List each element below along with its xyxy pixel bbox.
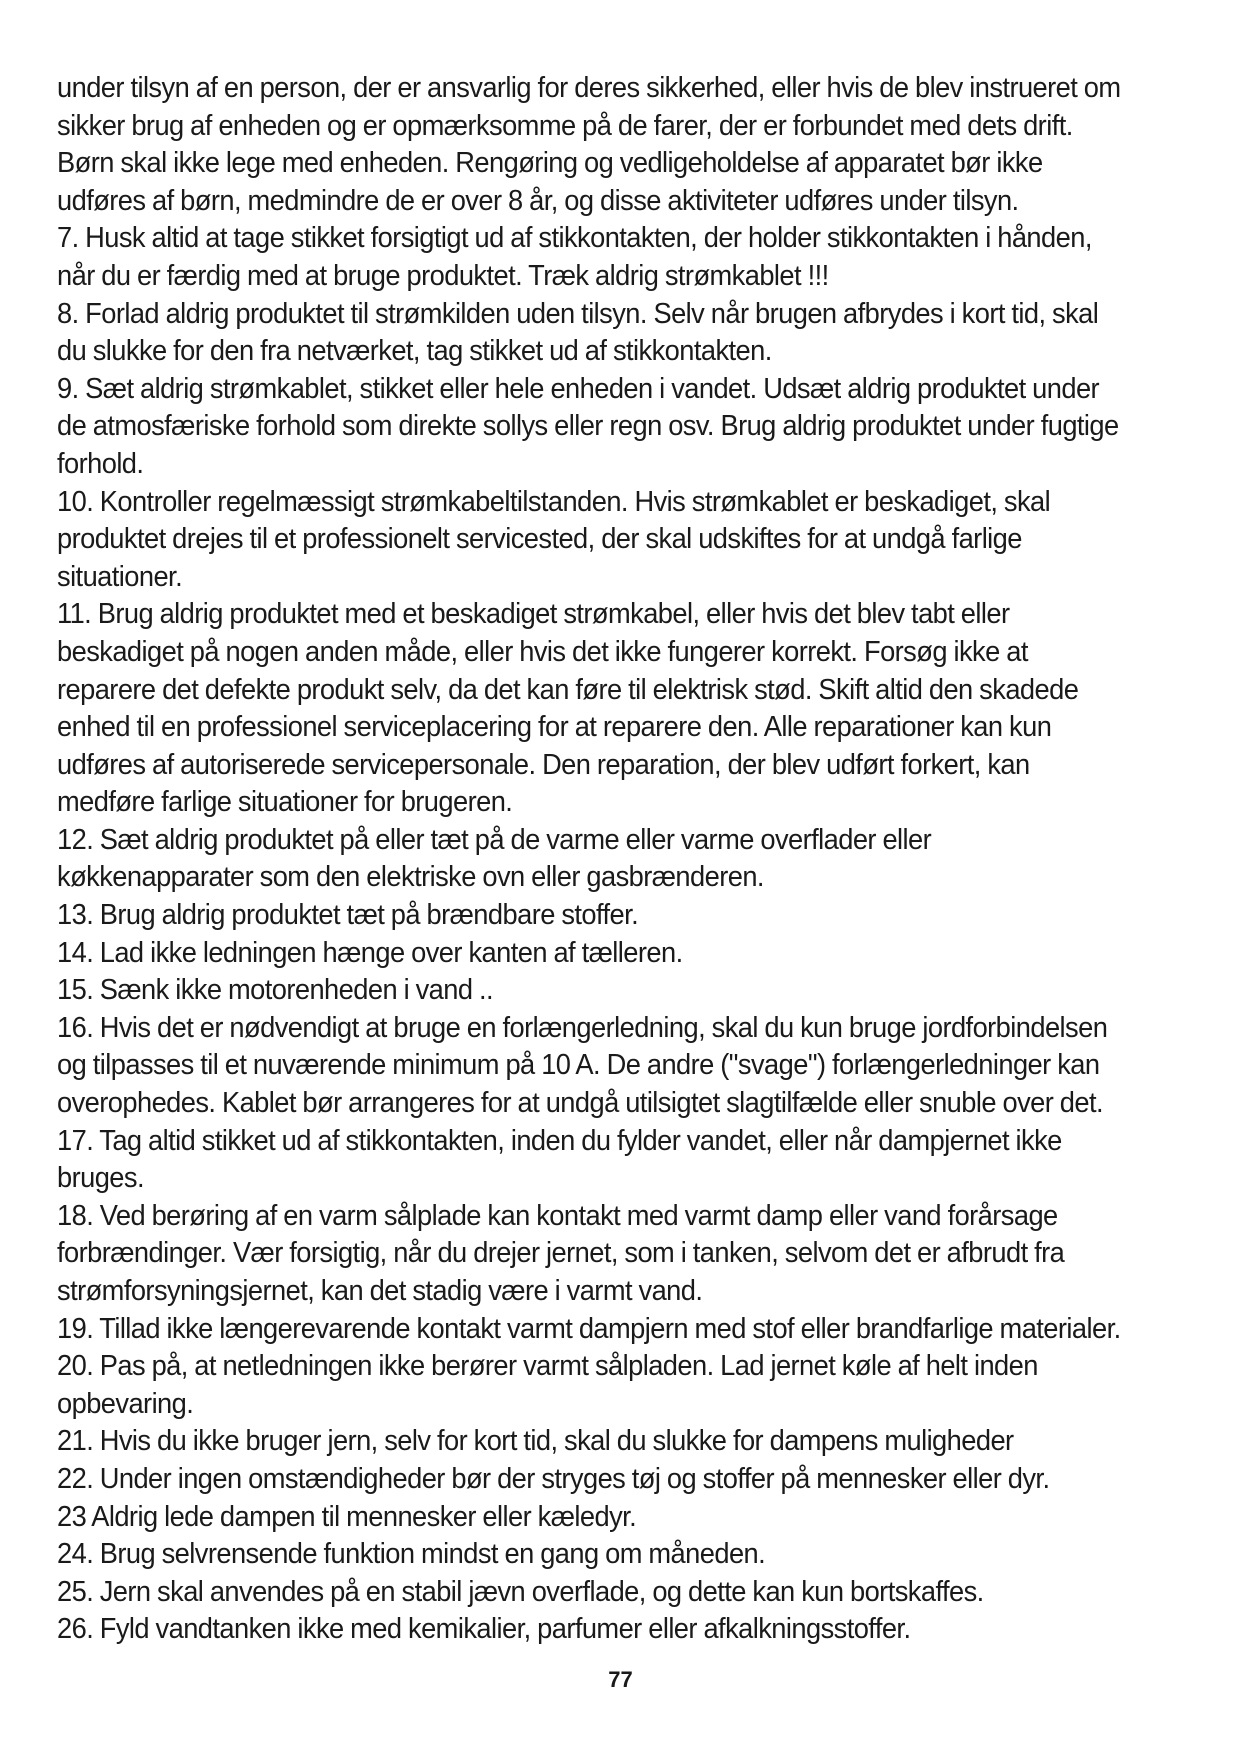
list-item-16: 16. Hvis det er nødvendigt at bruge en forlængerledning, skal du kun bruge jordforbindelsen og tilpasses til et nuværende minimum på 10 A. De andre ("svage") forlængerledninger kan overophedes. Kablet bør arrangeres for at undgå utilsigtet slagtilfælde eller snuble over det.: [57, 1011, 1108, 1120]
list-item-20: 20. Pas på, at netledningen ikke berører varmt sålpladen. Lad jernet køle af helt inden opbevaring.: [57, 1350, 1038, 1420]
list-item-14: 14. Lad ikke ledningen hænge over kanten af tælleren.: [57, 936, 683, 969]
list-item-12: 12. Sæt aldrig produktet på eller tæt på de varme eller varme overflader eller køkkenapparater som den elektriske ovn eller gasbrænderen.: [57, 823, 932, 894]
list-item-19: 19. Tillad ikke længerevarende kontakt varmt dampjern med stof eller brandfarlige materialer.: [57, 1312, 1121, 1345]
list-item-24: 24. Brug selvrensende funktion mindst en gang om måneden.: [57, 1538, 766, 1571]
page-number: 77: [608, 1667, 633, 1692]
list-item-15: 15. Sænk ikke motorenheden i vand ..: [57, 974, 494, 1007]
list-item-18: 18. Ved berøring af en varm sålplade kan kontakt med varmt damp eller vand forårsage forbrændinger. Vær forsigtig, når du drejer jernet, som i tanken, selvom det er afbrudt fra strømforsyningsjernet, kan det stadig være i varmt vand.: [57, 1199, 1065, 1307]
list-item-26: 26. Fyld vandtanken ikke med kemikalier, parfumer eller afkalkningsstoffer.: [57, 1613, 911, 1646]
list-item-10: 10. Kontroller regelmæssigt strømkabeltilstanden. Hvis strømkablet er beskadiget, skal produktet drejes til et professionelt servicested, der skal udskiftes for at undgå farlige situationer.: [57, 485, 1051, 593]
list-item-11: 11. Brug aldrig produktet med et beskadiget strømkabel, eller hvis det blev tabt eller beskadiget på nogen anden måde, eller hvis det ikke fungerer korrekt. Forsøg ikke at reparere det defekte produkt selv, da det kan føre til elektrisk stød. Skift altid den skadede enhed til en professionel serviceplacering for at reparere den. Alle reparationer kan kun udføres af autoriserede servicepersonale. Den reparation, der blev udført forkert, kan medføre farlige situationer for brugeren.: [57, 598, 1079, 819]
list-item-13: 13. Brug aldrig produktet tæt på brændbare stoffer.: [57, 899, 639, 932]
list-item-7: 7. Husk altid at tage stikket forsigtigt ud af stikkontakten, der holder stikkontakten i hånden, når du er færdig med at bruge produktet. Træk aldrig strømkablet !!!: [57, 222, 1092, 292]
list-item-17: 17. Tag altid stikket ud af stikkontakten, inden du fylder vandet, eller når dampjernet ikke bruges.: [57, 1124, 1062, 1195]
list-item-22: 22. Under ingen omstændigheder bør der stryges tøj og stoffer på mennesker eller dyr.: [57, 1462, 1050, 1495]
list-item-23: 23 Aldrig lede dampen til mennesker eller kæledyr.: [57, 1500, 637, 1533]
list-item-8: 8. Forlad aldrig produktet til strømkilden uden tilsyn. Selv når brugen afbrydes i kort tid, skal du slukke for den fra netværket, tag stikket ud af stikkontakten.: [57, 297, 1099, 368]
list-item-21: 21. Hvis du ikke bruger jern, selv for kort tid, skal du slukke for dampens muligheder: [57, 1425, 1014, 1458]
list-item-25: 25. Jern skal anvendes på en stabil jævn overflade, og dette kan kun bortskaffes.: [57, 1575, 984, 1608]
paragraph-continuation: under tilsyn af en person, der er ansvarlig for deres sikkerhed, eller hvis de blev instrueret om sikker brug af enheden og er opmærksomme på de farer, der er forbundet med dets drift. Børn skal ikke lege med enheden. Rengøring og vedligeholdelse af apparatet bør ikke udføres af børn, medmindre de er over 8 år, og disse aktiviteter udføres under tilsyn.: [57, 72, 1121, 217]
document-body: [57, 70, 1129, 1649]
list-item-9: 9. Sæt aldrig strømkablet, stikket eller hele enheden i vandet. Udsæt aldrig produktet under de atmosfæriske forhold som direkte sollys eller regn osv. Brug aldrig produktet under fugtige forhold.: [57, 372, 1119, 480]
